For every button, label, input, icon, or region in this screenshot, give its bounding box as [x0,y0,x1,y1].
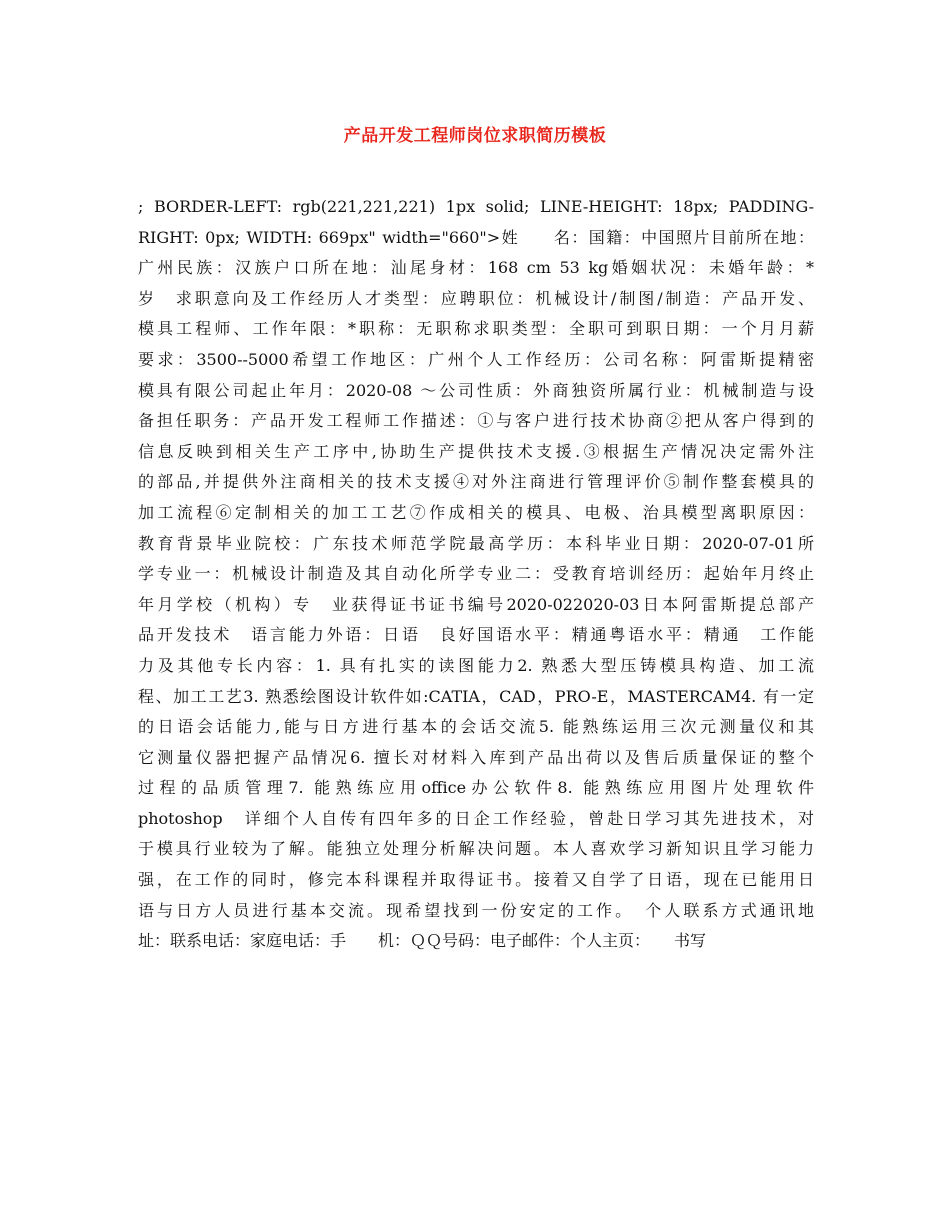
body-line: 强，在工作的同时，修完本科课程并取得证书。接着又自学了日语，现在已能用日 [138,870,814,890]
body-line: 的部品,并提供外注商相关的技术支援④对外注商进行管理评价⑤制作整套模具的 [138,472,814,492]
body-line: 加工流程⑥定制相关的加工工艺⑦作成相关的模具、电极、治具模型离职原因： [138,502,814,522]
body-line: 力及其他专长内容：1. 具有扎实的读图能力2. 熟悉大型压铸模具构造、加工流 [138,655,814,675]
body-line: 备担任职务：产品开发工程师工作描述：①与客户进行技术协商②把从客户得到的 [138,411,814,431]
body-line: 语与日方人员进行基本交流。现希望找到一份安定的工作。 个人联系方式通讯地 [138,900,814,920]
body-line: 程、加工工艺3. 熟悉绘图设计软件如:CATIA，CAD，PRO-E，MASTERCAM4. 有一定 [138,686,814,706]
document-body [138,192,814,957]
body-line: 广州民族：汉族户口所在地：汕尾身材：168 cm 53 kg婚姻状况：未婚年龄：* [138,258,814,278]
body-line: RIGHT: 0px; WIDTH: 669px" width="660">姓 名：国籍：中国照片目前所在地： [138,227,814,247]
body-line: 过程的品质管理7. 能熟练应用office办公软件8. 能熟练应用图片处理软件 [138,778,814,798]
body-line: 教育背景毕业院校：广东技术师范学院最高学历：本科毕业日期：2020-07-01所 [138,533,814,553]
body-line: 要求：3500--5000希望工作地区：广州个人工作经历：公司名称：阿雷斯提精密 [138,349,814,369]
body-line: 于模具行业较为了解。能独立处理分析解决问题。本人喜欢学习新知识且学习能力 [138,839,814,859]
body-line: 模具工程师、工作年限：*职称：无职称求职类型：全职可到职日期：一个月月薪 [138,319,814,339]
body-line: 信息反映到相关生产工序中,协助生产提供技术支援.③根据生产情况决定需外注 [138,441,814,461]
body-line: ; BORDER-LEFT: rgb(221,221,221) 1px solid; LINE-HEIGHT: 18px; PADDING- [138,197,814,216]
body-line: 年月学校（机构）专 业获得证书证书编号2020-022020-03日本阿雷斯提总部产 [138,594,814,614]
body-line: 的日语会话能力,能与日方进行基本的会话交流5. 能熟练运用三次元测量仪和其 [138,717,814,737]
body-line: 学专业一：机械设计制造及其自动化所学专业二：受教育培训经历：起始年月终止 [138,564,814,584]
body-line: 品开发技术 语言能力外语：日语 良好国语水平：精通粤语水平：精通 工作能 [138,625,814,645]
body-line: 岁 求职意向及工作经历人才类型：应聘职位：机械设计/制图/制造：产品开发、 [138,288,814,308]
body-line: 它测量仪器把握产品情况6. 擅长对材料入库到产品出荷以及售后质量保证的整个 [138,747,814,767]
body-line: 模具有限公司起止年月：2020-08 ～公司性质：外商独资所属行业：机械制造与设 [138,380,814,400]
document-title: 产品开发工程师岗位求职简历模板 [343,126,607,146]
body-line: photoshop 详细个人自传有四年多的日企工作经验，曾赴日学习其先进技术，对 [138,808,814,828]
body-line: 址：联系电话：家庭电话：手 机：ＱＱ号码：电子邮件：个人主页： 书写 [138,931,707,951]
